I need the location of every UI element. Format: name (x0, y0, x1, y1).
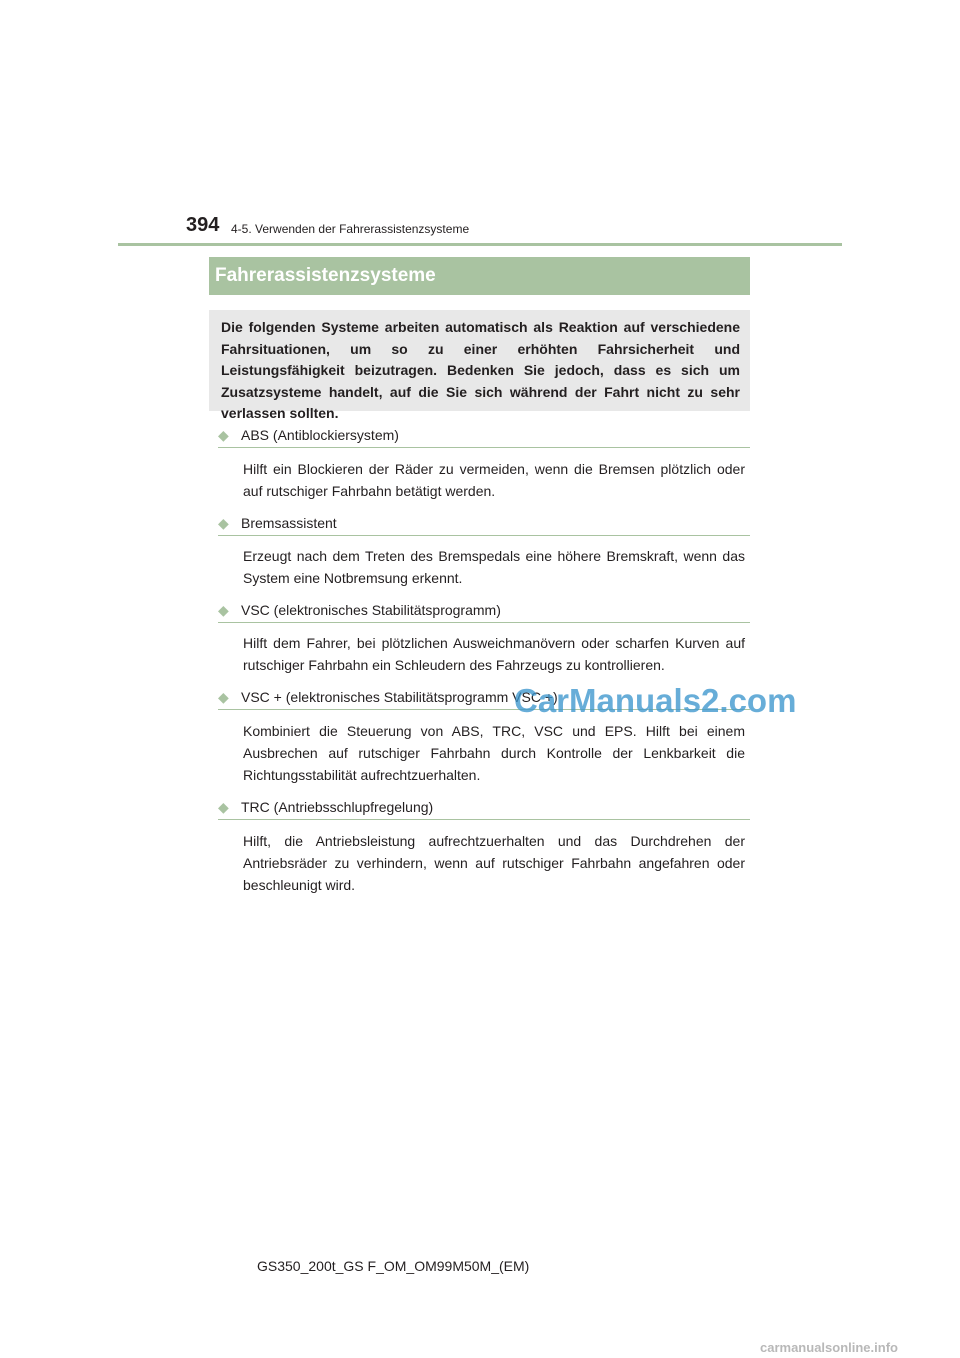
diamond-bullet-icon: ◆ (218, 799, 229, 815)
item-heading-trc (218, 796, 750, 820)
item-body-trc: Hilft, die Antriebsleistung aufrechtzuerhalten und das Durchdrehen der Antriebsräder zu verhindern, wenn auf rutschiger Fahrbahn angefahren oder beschleunigt wird. (243, 833, 745, 893)
page-number: 394 (186, 214, 220, 236)
document-code-footer: GS350_200t_GS F_OM_OM99M50M_(EM) (257, 1258, 530, 1274)
section-title: Fahrerassistenzsysteme (209, 257, 750, 295)
diamond-bullet-icon: ◆ (218, 427, 229, 443)
intro-text: Die folgenden Systeme arbeiten automatisch als Reaktion auf verschiedene Fahrsituationen, um so zu einer erhöhten Fahrsicherheit und Leistungsfähigkeit beizutragen. Bedenken Sie jedoch, dass es sich um Zusatzsysteme handelt, auf die Sie sich während der Fahrt nicht zu sehr verlassen sollten. (221, 319, 740, 421)
item-body-vsc-plus: Kombiniert die Steuerung von ABS, TRC, VSC und EPS. Hilft bei einem Ausbrechen auf rutschiger Fahrbahn durch Kontrolle der Lenkbarkeit die Richtungsstabilität aufrechtzuerhalten. (243, 723, 745, 783)
diamond-bullet-icon: ◆ (218, 689, 229, 705)
diamond-bullet-icon: ◆ (218, 515, 229, 531)
item-body-vsc: Hilft dem Fahrer, bei plötzlichen Ausweichmanövern oder scharfen Kurven auf rutschiger Fahrbahn ein Schleudern des Fahrzeugs zu kontrollieren. (243, 635, 745, 673)
item-title: VSC (elektronisches Stabilitätsprogramm) (241, 602, 501, 618)
header-divider (118, 243, 842, 246)
chapter-title: 4-5. Verwenden der Fahrerassistenzsysteme (231, 222, 470, 236)
item-body-bremsassistent: Erzeugt nach dem Treten des Bremspedals eine höhere Bremskraft, wenn das System eine Notbremsung erkennt. (243, 548, 745, 586)
item-title: Bremsassistent (241, 515, 337, 531)
item-heading-abs (218, 424, 750, 448)
site-watermark: carmanualsonline.info (760, 1340, 898, 1355)
item-title: ABS (Antiblockiersystem) (241, 427, 399, 443)
diamond-bullet-icon: ◆ (218, 602, 229, 618)
item-heading-bremsassistent (218, 512, 750, 536)
intro-box (209, 310, 750, 421)
watermark: CarManuals2.com (514, 682, 797, 719)
item-body-abs: Hilft ein Blockieren der Räder zu vermeiden, wenn die Bremsen plötzlich oder auf rutschiger Fahrbahn betätigt werden. (243, 461, 745, 499)
item-title: TRC (Antriebsschlupfregelung) (241, 799, 434, 815)
item-title: VSC + (elektronisches Stabilitätsprogramm VSC +) (241, 689, 558, 705)
item-heading-vsc (218, 599, 750, 623)
